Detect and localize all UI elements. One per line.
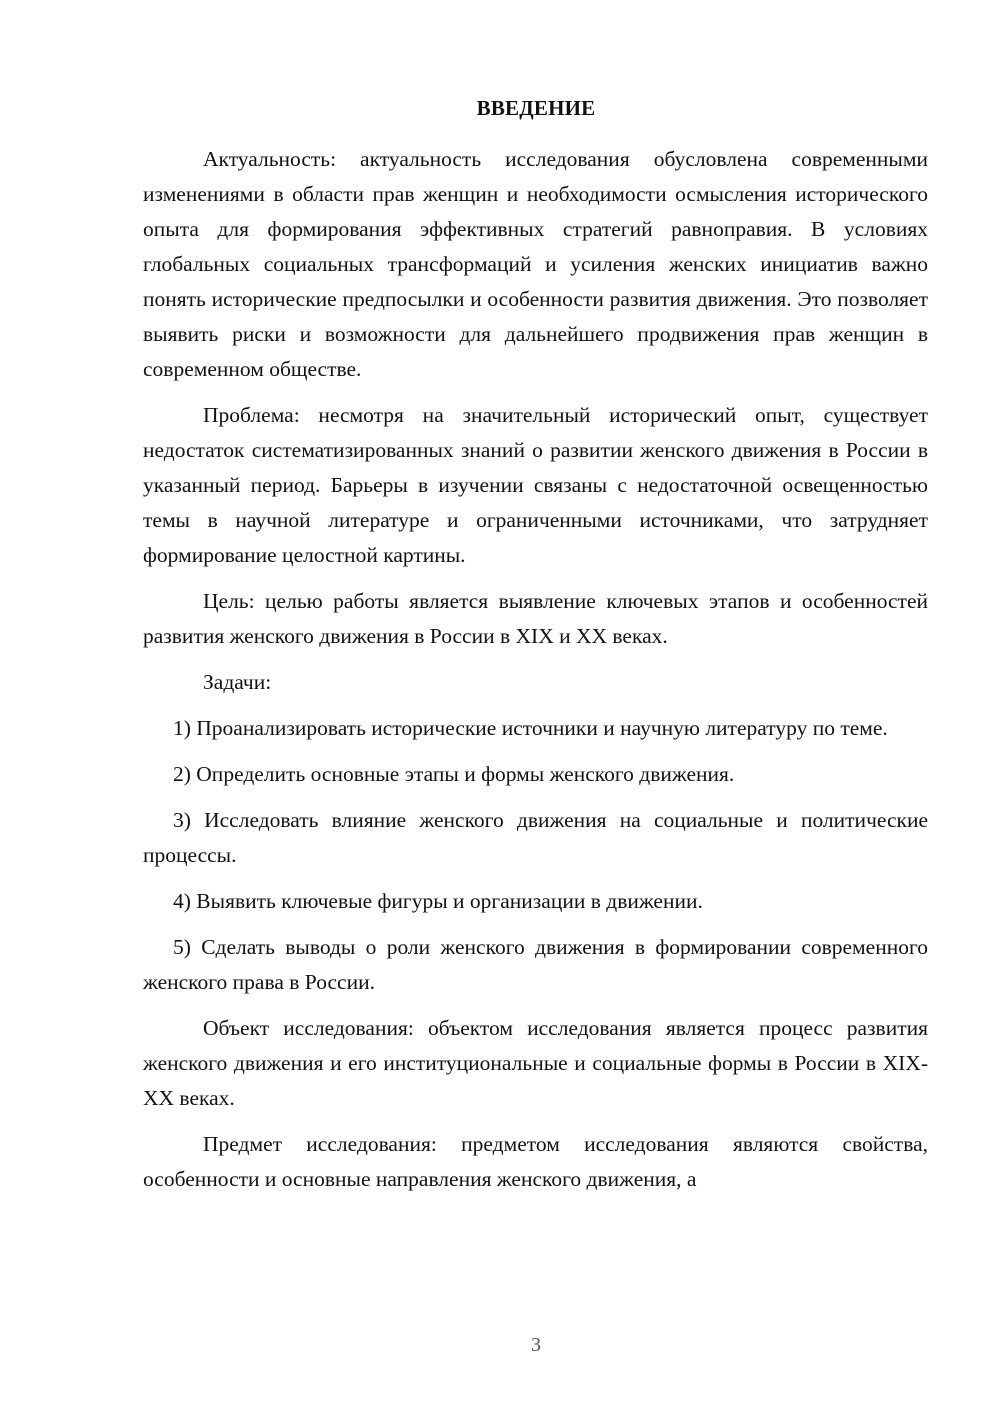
task-item-2: 2) Определить основные этапы и формы женского движения. — [173, 762, 735, 786]
section-heading: ВВЕДЕНИЕ — [476, 96, 596, 120]
paragraph-object: Объект исследования: объектом исследования является процесс развития женского движения и его институциональные и социальные формы в России в XIX-XX веках. — [143, 1016, 928, 1110]
paragraph-goal: Цель: целью работы является выявление ключевых этапов и особенностей развития женского движения в России в XIX и XX веках. — [143, 589, 928, 648]
paragraph-tasks-label: Задачи: — [203, 670, 272, 694]
task-item-1: 1) Проанализировать исторические источники и научную литературу по теме. — [173, 716, 888, 740]
task-item-3: 3) Исследовать влияние женского движения на социальные и политические процессы. — [143, 808, 928, 867]
paragraph-problem: Проблема: несмотря на значительный исторический опыт, существует недостаток систематизированных знаний о развитии женского движения в России в указанный период. Барьеры в изучении связаны с недостаточной освещенностью темы в научной литературе и ограниченными источниками, что затрудняет формирование целостной картины. — [143, 403, 928, 567]
page-number: 3 — [531, 1334, 541, 1356]
task-item-4: 4) Выявить ключевые фигуры и организации в движении. — [173, 889, 703, 913]
paragraph-subject: Предмет исследования: предметом исследования являются свойства, особенности и основные направления женского движения, а — [143, 1132, 928, 1191]
paragraph-relevance: Актуальность: актуальность исследования обусловлена современными изменениями в области прав женщин и необходимости осмысления исторического опыта для формирования эффективных стратегий равноправия. В условиях глобальных социальных трансформаций и усиления женских инициатив важно понять исторические предпосылки и особенности развития движения. Это позволяет выявить риски и возможности для дальнейшего продвижения прав женщин в современном обществе. — [143, 147, 928, 381]
body-text — [143, 142, 928, 1197]
task-item-5: 5) Сделать выводы о роли женского движения в формировании современного женского права в России. — [143, 935, 928, 994]
